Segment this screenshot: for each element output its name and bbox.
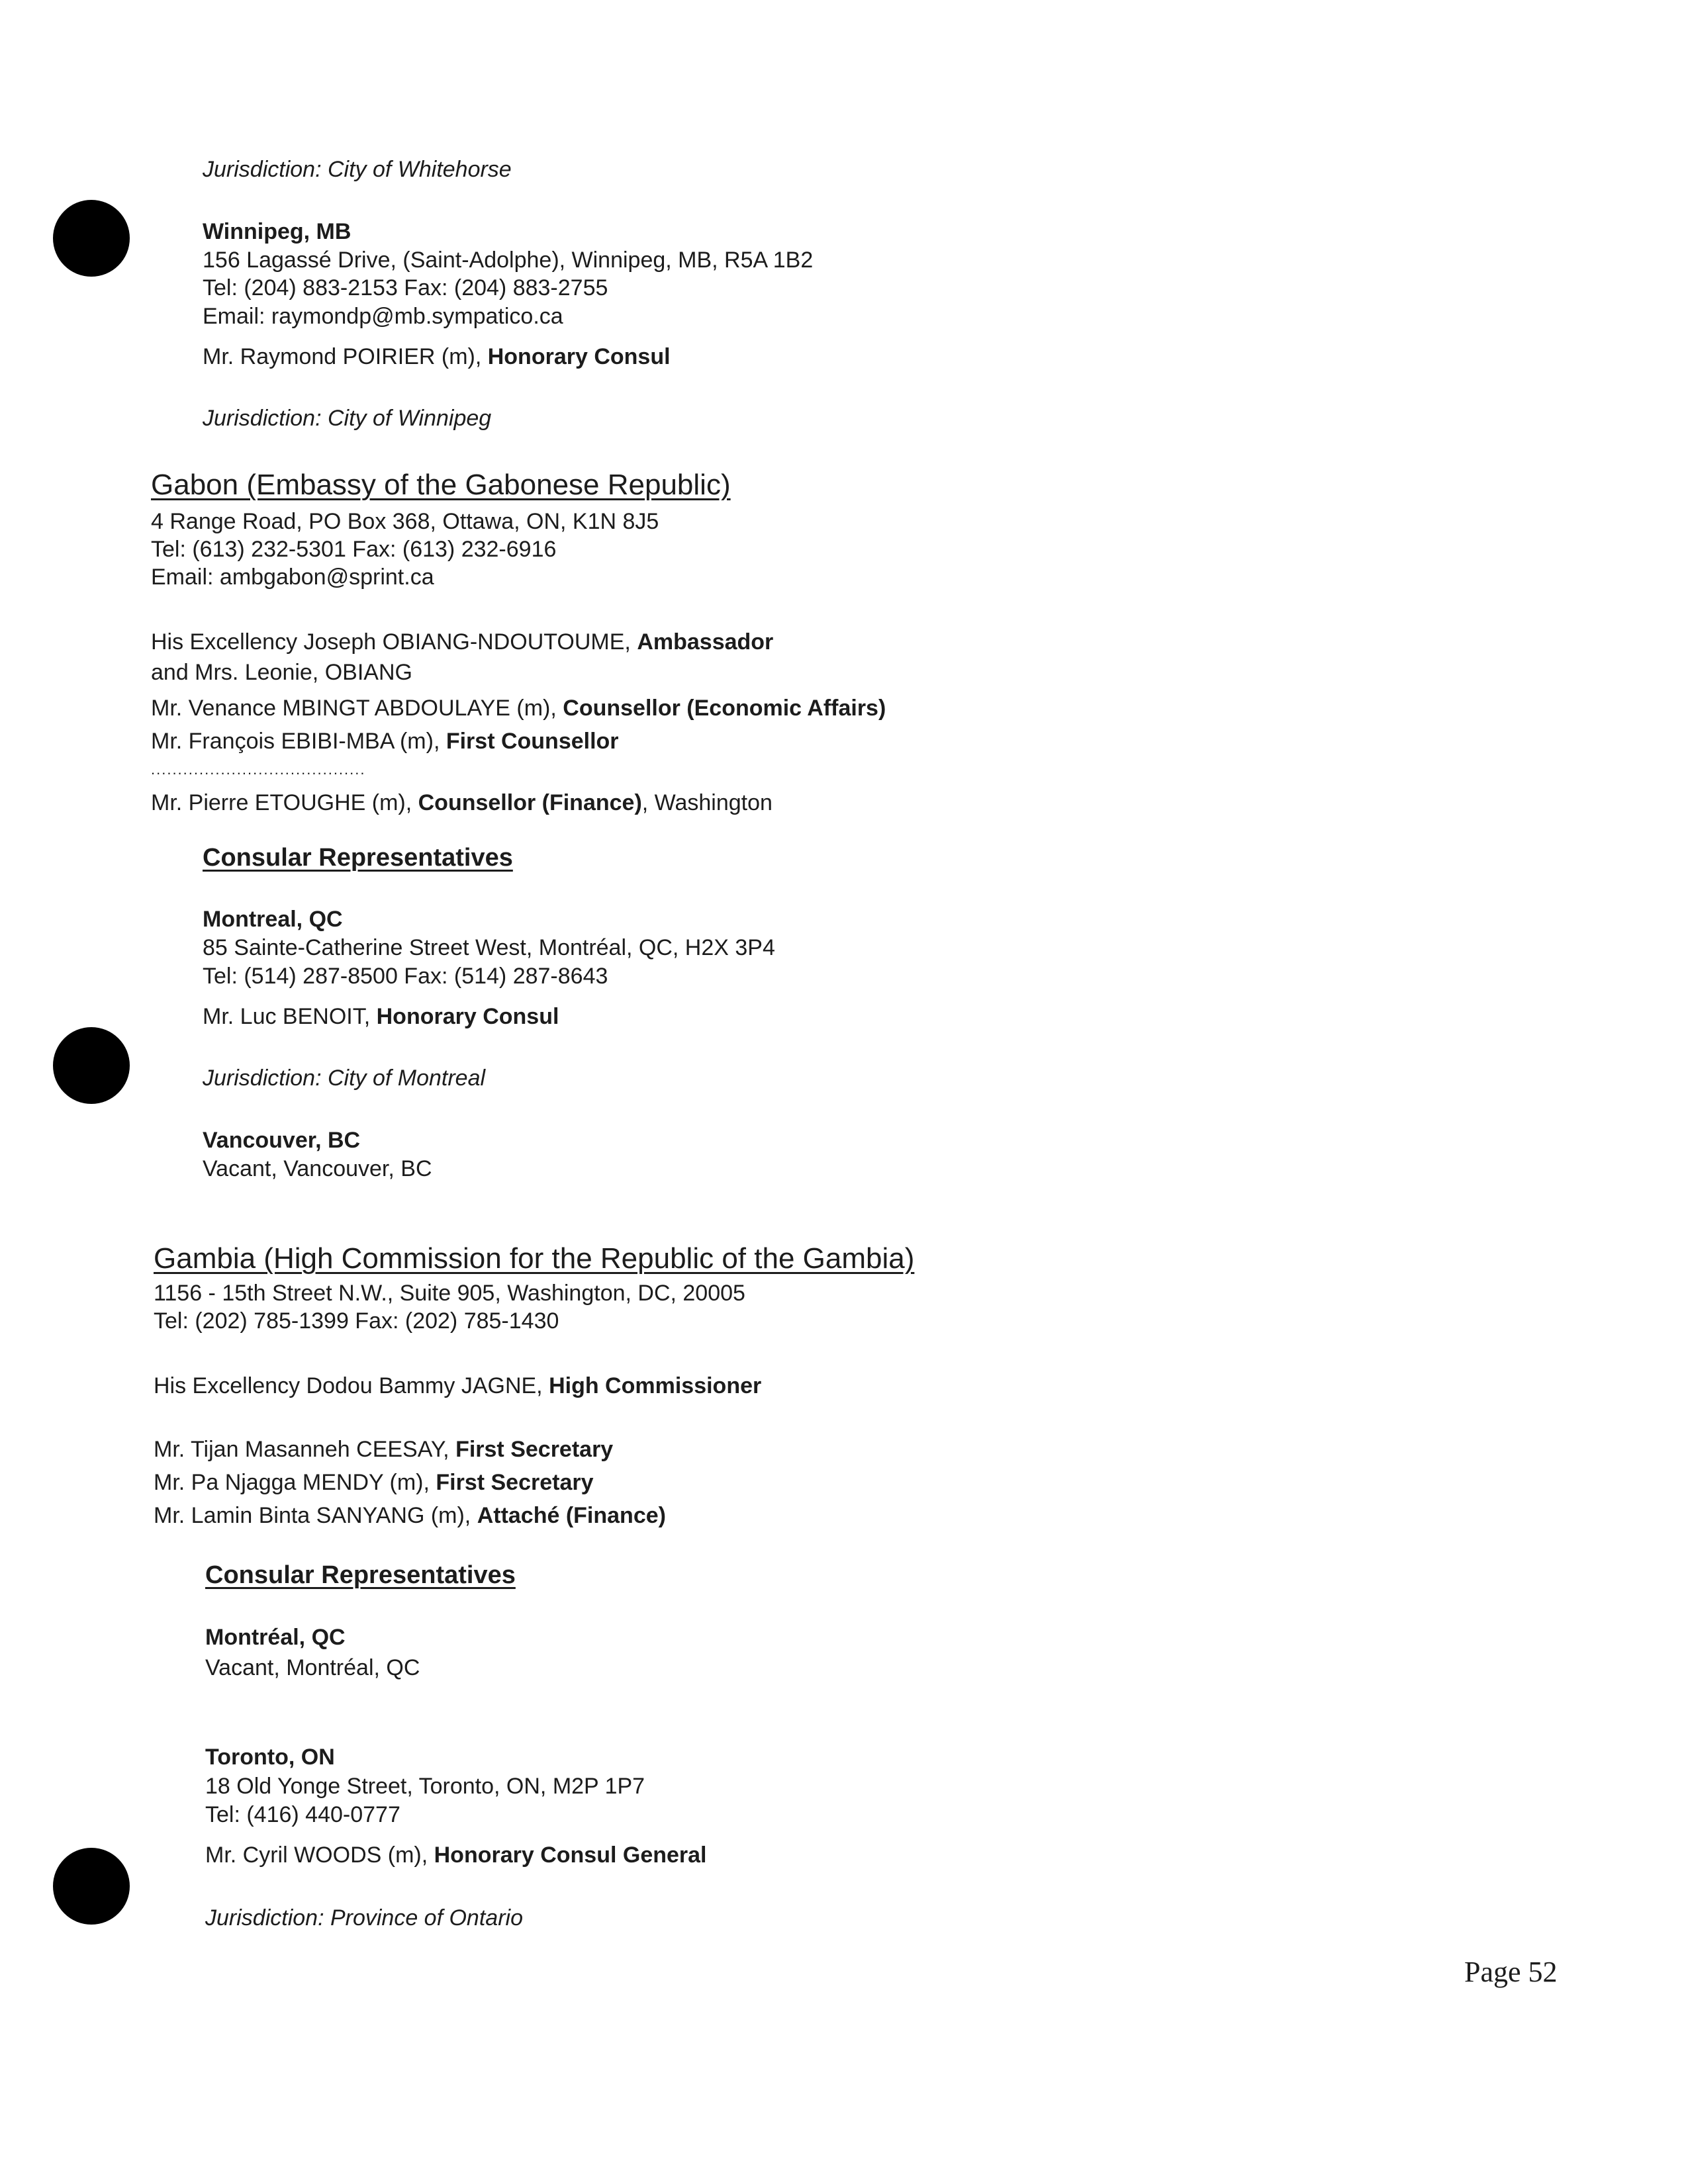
person-role: Honorary Consul (376, 1004, 559, 1029)
gambia-montreal-status: Vacant, Montréal, QC (205, 1655, 420, 1680)
gambia-tel: Tel: (202) 785-1399 Fax: (202) 785-1430 (154, 1308, 559, 1334)
gabon-montreal-consul (203, 1003, 559, 1030)
gabon-montreal-city: Montreal, QC (203, 907, 343, 932)
person-role: First Counsellor (445, 729, 619, 754)
gabon-vancouver-status: Vacant, Vancouver, BC (203, 1156, 432, 1181)
gambia-address: 1156 - 15th Street N.W., Suite 905, Washington, DC, 20005 (154, 1281, 745, 1306)
person-role: Counsellor (Economic Affairs) (563, 696, 886, 721)
gambia-heading: Gambia (High Commission for the Republic of the Gambia) (154, 1242, 915, 1275)
person-name: Mr. Pierre ETOUGHE (m), (151, 790, 418, 815)
person-role: First Secretary (455, 1437, 614, 1462)
gabon-montreal-address: 85 Sainte-Catherine Street West, Montréal, QC, H2X 3P4 (203, 935, 775, 960)
person-name: Mr. Lamin Binta SANYANG (m), (154, 1503, 477, 1528)
gambia-toronto-tel: Tel: (416) 440-0777 (205, 1802, 400, 1827)
person-name: Mr. François EBIBI-MBA (m), (151, 729, 446, 754)
gabon-address: 4 Range Road, PO Box 368, Ottawa, ON, K1N 8J5 (151, 509, 659, 534)
gambia-staff-mendy (154, 1469, 594, 1496)
person-role: High Commissioner (549, 1373, 762, 1398)
jurisdiction-whitehorse: Jurisdiction: City of Whitehorse (203, 157, 512, 182)
winnipeg-consul (203, 343, 671, 370)
gambia-toronto-consul (205, 1842, 707, 1868)
gabon-staff-first-counsellor (151, 728, 619, 754)
gambia-toronto-address: 18 Old Yonge Street, Toronto, ON, M2P 1P7 (205, 1774, 645, 1799)
punch-hole-bottom (53, 1848, 130, 1925)
person-role: Attaché (Finance) (477, 1503, 666, 1528)
gabon-vancouver-city: Vancouver, BC (203, 1128, 361, 1153)
gabon-email: Email: ambgabon@sprint.ca (151, 565, 434, 590)
gabon-staff-remote (151, 790, 773, 816)
jurisdiction-winnipeg: Jurisdiction: City of Winnipeg (203, 406, 492, 431)
gambia-toronto-jurisdiction: Jurisdiction: Province of Ontario (205, 1905, 523, 1931)
gabon-staff-ambassador (151, 629, 773, 655)
gabon-montreal-tel: Tel: (514) 287-8500 Fax: (514) 287-8643 (203, 964, 608, 989)
person-name: Mr. Raymond POIRIER (m), (203, 344, 488, 369)
person-name: Mr. Tijan Masanneh CEESAY, (154, 1437, 456, 1462)
gambia-staff-sanyang (154, 1502, 666, 1529)
gambia-toronto-city: Toronto, ON (205, 1745, 335, 1770)
punch-hole-top (53, 200, 130, 277)
person-name: Mr. Cyril WOODS (m), (205, 1843, 434, 1868)
gabon-tel: Tel: (613) 232-5301 Fax: (613) 232-6916 (151, 537, 557, 562)
gambia-consular-heading: Consular Representatives (205, 1561, 516, 1589)
winnipeg-address: 156 Lagassé Drive, (Saint-Adolphe), Winnipeg, MB, R5A 1B2 (203, 248, 814, 273)
person-role: Ambassador (637, 629, 774, 655)
winnipeg-tel: Tel: (204) 883-2153 Fax: (204) 883-2755 (203, 275, 608, 300)
dotted-separator: ........................................ (151, 761, 366, 778)
person-name: His Excellency Dodou Bammy JAGNE, (154, 1373, 549, 1398)
person-role: Honorary Consul General (434, 1843, 707, 1868)
gabon-staff-counsellor-economic (151, 695, 886, 721)
person-name: Mr. Pa Njagga MENDY (m), (154, 1470, 436, 1495)
person-role: Honorary Consul (487, 344, 671, 369)
person-name: Mr. Luc BENOIT, (203, 1004, 377, 1029)
gambia-montreal-city: Montréal, QC (205, 1625, 346, 1650)
gambia-high-commissioner (154, 1373, 761, 1399)
person-role: Counsellor (Finance) (418, 790, 642, 815)
gambia-staff-ceesay (154, 1436, 613, 1463)
person-name: Mr. Venance MBINGT ABDOULAYE (m), (151, 696, 563, 721)
page-number: Page 52 (1464, 1956, 1558, 1988)
gabon-montreal-jurisdiction: Jurisdiction: City of Montreal (203, 1066, 486, 1091)
gabon-staff-spouse (151, 659, 412, 686)
person-location: , Washington (641, 790, 773, 815)
gabon-heading: Gabon (Embassy of the Gabonese Republic) (151, 469, 731, 501)
winnipeg-email: Email: raymondp@mb.sympatico.ca (203, 304, 563, 329)
punch-hole-middle (53, 1027, 130, 1104)
gabon-consular-heading: Consular Representatives (203, 844, 513, 872)
person-role: First Secretary (436, 1470, 594, 1495)
person-name: and Mrs. Leonie, OBIANG (151, 660, 412, 685)
person-name: His Excellency Joseph OBIANG-NDOUTOUME, (151, 629, 637, 655)
winnipeg-city: Winnipeg, MB (203, 219, 352, 244)
